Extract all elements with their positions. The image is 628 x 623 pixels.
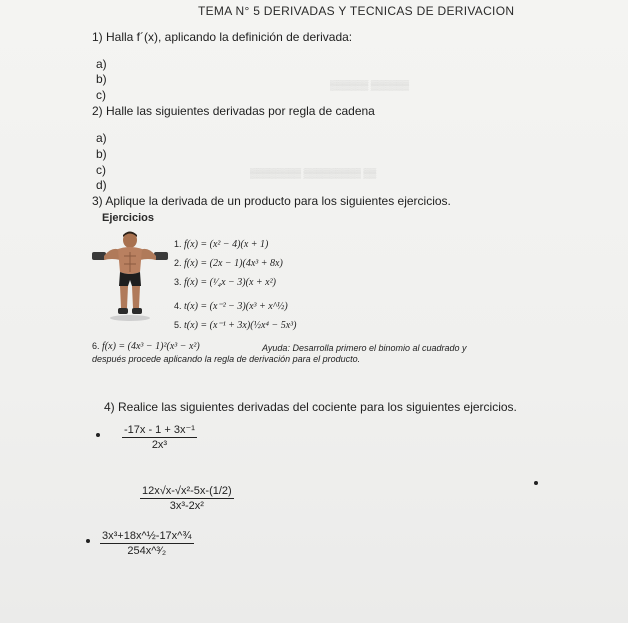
exercise-expression: f(x) = (4x³ − 1)²(x³ − x²) — [102, 341, 200, 352]
exercise-expression: f(x) = (2x − 1)(4x³ + 8x) — [184, 258, 283, 269]
fraction-denominator: 2x³ — [151, 439, 168, 451]
exercise-expression: f(x) = (x² − 4)(x + 1) — [184, 239, 269, 250]
exercise-4 — [174, 301, 288, 312]
section-1-item-a: a) — [96, 57, 107, 71]
section-3-heading: 3) Aplique la derivada de un producto para los siguientes ejercicios. — [92, 194, 451, 208]
section-4-heading: 4) Realice las siguientes derivadas del cociente para los siguientes ejercicios. — [104, 400, 517, 414]
bleed-through-text: ▒▒▒▒▒▒▒▒ ▒▒▒▒▒▒▒▒▒ ▒▒ — [250, 168, 377, 178]
exercise-expression: f(x) = (¹⁄₄x − 3)(x + x²) — [184, 277, 276, 288]
exercise-number: 4. — [174, 301, 182, 311]
exercise-6-help: Ayuda: Desarrolla primero el binomio al cuadrado y — [262, 343, 467, 353]
section-1-item-c: c) — [96, 88, 106, 102]
exercise-6-help-cont: después procede aplicando la regla de derivación para el producto. — [92, 354, 361, 364]
exercise-number: 1. — [174, 239, 182, 249]
exercise-number: 6. — [92, 341, 100, 351]
quotient-fraction-3 — [100, 530, 194, 557]
section-2-item-c: c) — [96, 163, 106, 177]
exercise-expression: t(x) = (x⁻¹ + 3x)(½x⁴ − 5x³) — [184, 320, 297, 331]
exercise-number: 5. — [174, 320, 182, 330]
section-2-heading: 2) Halle las siguientes derivadas por regla de cadena — [92, 104, 375, 118]
exercises-subheading: Ejercicios — [102, 212, 154, 224]
page-title: TEMA N° 5 DERIVADAS Y TECNICAS DE DERIVACION — [198, 4, 515, 18]
exercise-expression: t(x) = (x⁻² − 3)(x³ + x^½) — [184, 301, 288, 312]
exercise-6 — [92, 341, 200, 352]
exercise-2 — [174, 258, 283, 269]
bullet-icon — [96, 433, 100, 437]
section-1-heading: 1) Halla f´(x), aplicando la definición de derivada: — [92, 30, 353, 44]
bullet-icon — [534, 481, 538, 485]
exercise-5 — [174, 320, 296, 331]
fraction-numerator: 12x√x-√x²-5x-(1/2) — [142, 485, 232, 497]
quotient-fraction-1 — [122, 423, 197, 451]
exercise-number: 3. — [174, 277, 182, 287]
bodybuilder-illustration — [90, 228, 170, 330]
fraction-numerator: 3x³+18x^½-17x^¾ — [102, 530, 192, 542]
section-2-item-d: d) — [96, 178, 107, 192]
section-2-item-a: a) — [96, 131, 107, 145]
exercise-number: 2. — [174, 258, 182, 268]
bullet-icon — [86, 539, 90, 543]
exercise-1 — [174, 239, 268, 250]
exercise-3 — [174, 277, 276, 288]
section-1-item-b: b) — [96, 72, 107, 86]
fraction-numerator: -17x - 1 + 3x⁻¹ — [124, 424, 195, 436]
bleed-through-text: ▒▒▒▒▒▒ ▒▒▒▒▒▒ — [330, 80, 410, 90]
fraction-denominator: 3x³-2x² — [169, 500, 204, 512]
section-2-item-b: b) — [96, 147, 107, 161]
quotient-fraction-2 — [140, 485, 234, 512]
fraction-denominator: 254x^³⁄₂ — [127, 545, 167, 557]
